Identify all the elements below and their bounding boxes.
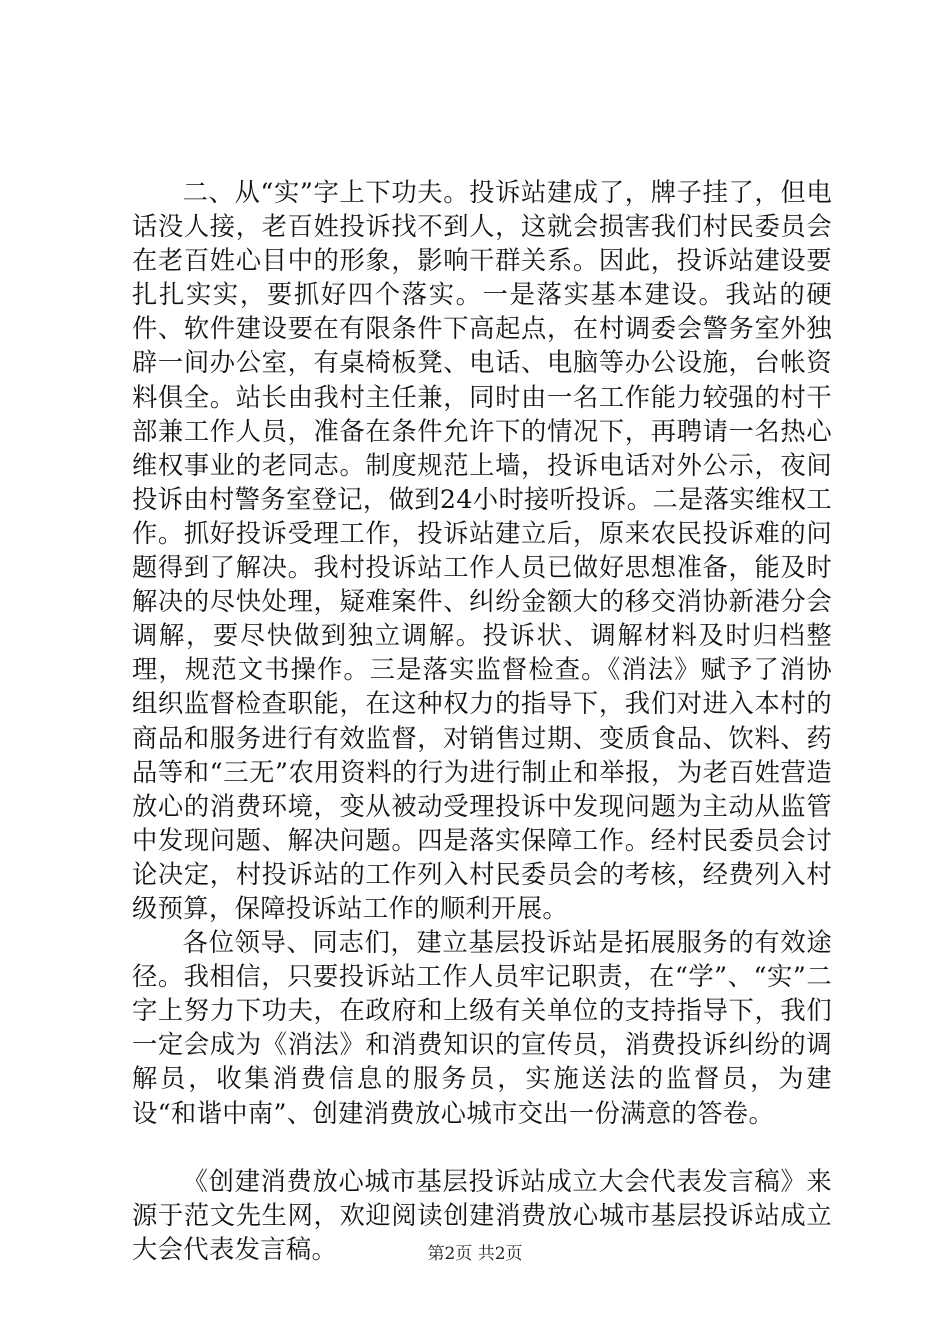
paragraph-source-note: 《创建消费放心城市基层投诉站成立大会代表发言稿》来源于范文先生网，欢迎阅读创建消费放心城市基层投诉站成立大会代表发言稿。 <box>132 1166 832 1264</box>
paragraph-spacer <box>132 1131 832 1165</box>
paragraph-work-measures: 二、从“实”字上下功夫。投诉站建成了，牌子挂了，但电话没人接，老百姓投诉找不到人，这就会损害我们村民委员会在老百姓心目中的形象，影响干群关系。因此，投诉站建设要扎扎实实，要抓好四个落实。一是落实基本建设。我站的硬件、软件建设要在有限条件下高起点，在村调委会警务室外独辟一间办公室，有桌椅板凳、电话、电脑等办公设施，台帐资料俱全。站长由我村主任兼，同时由一名工作能力较强的村干部兼工作人员，准备在条件允许下的情况下，再聘请一名热心维权事业的老同志。制度规范上墙，投诉电话对外公示，夜间投诉由村警务室登记，做到24小时接听投诉。二是落实维权工作。抓好投诉受理工作，投诉站建立后，原来农民投诉难的问题得到了解决。我村投诉站工作人员已做好思想准备，能及时解决的尽快处理，疑难案件、纠纷金额大的移交消协新港分会调解，要尽快做到独立调解。投诉状、调解材料及时归档整理，规范文书操作。三是落实监督检查。《消法》赋予了消协组织监督检查职能，在这种权力的指导下，我们对进入本村的商品和服务进行有效监督，对销售过期、变质食品、饮料、药品等和“三无”农用资料的行为进行制止和举报，为老百姓营造放心的消费环境，变从被动受理投诉中发现问题为主动从监管中发现问题、解决问题。四是落实保障工作。经村民委员会讨论决定，村投诉站的工作列入村民委员会的考核，经费列入村级预算，保障投诉站工作的顺利开展。 <box>132 178 832 923</box>
document-body <box>132 176 832 1267</box>
page-footer: 第2页 共2页 <box>427 1244 523 1264</box>
paragraph-closing-remarks: 各位领导、同志们，建立基层投诉站是拓展服务的有效途径。我相信，只要投诉站工作人员牢记职责，在“学”、“实”二字上努力下功夫，在政府和上级有关单位的支持指导下，我们一定会成为《消法》和消费知识的宣传员，消费投诉纠纷的调解员，收集消费信息的服务员，实施送法的监督员，为建设“和谐中南”、创建消费放心城市交出一份满意的答卷。 <box>132 928 832 1128</box>
